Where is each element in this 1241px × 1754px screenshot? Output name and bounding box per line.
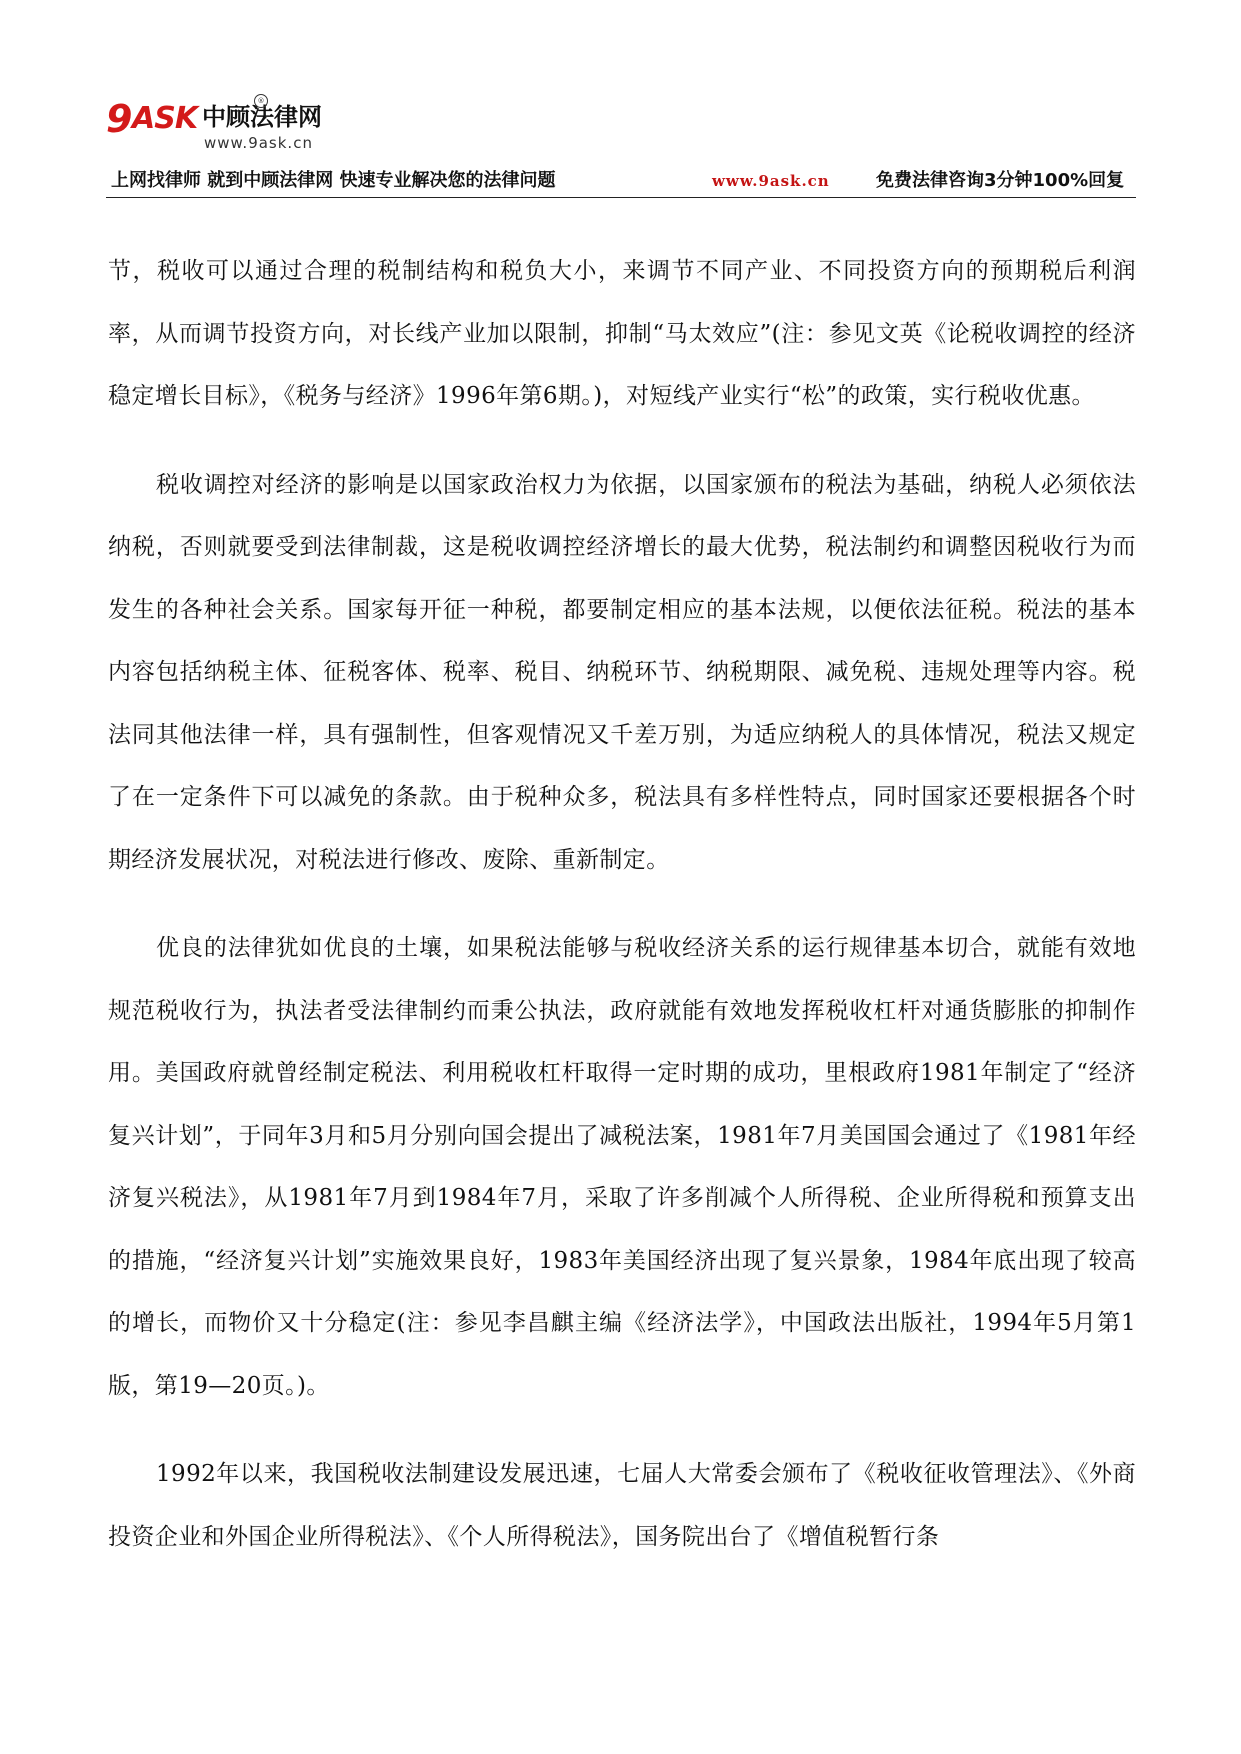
header-site-link[interactable]: www.9ask.cn (712, 172, 830, 190)
article-paragraph: 节，税收可以通过合理的税制结构和税负大小，来调节不同产业、不同投资方向的预期税后利润率，从而调节投资方向，对长线产业加以限制，抑制“马太效应”(注：参见文英《论税收调控的经济稳定增长目标》，《税务与经济》1996年第6期。)，对短线产业实行“松”的政策，实行税收优惠。 (108, 258, 1136, 409)
article-paragraph: 税收调控对经济的影响是以国家政治权力为依据，以国家颁布的税法为基础，纳税人必须依法纳税，否则就要受到法律制裁，这是税收调控经济增长的最大优势，税法制约和调整因税收行为而发生的各种社会关系。国家每开征一种税，都要制定相应的基本法规，以便依法征税。税法的基本内容包括纳税主体、征税客体、税率、税目、纳税环节、纳税期限、减免税、违规处理等内容。税法同其他法律一样，具有强制性，但客观情况又千差万别，为适应纳税人的具体情况，税法又规定了在一定条件下可以减免的条款。由于税种众多，税法具有多样性特点，同时国家还要根据各个时期经济发展状况，对税法进行修改、废除、重新制定。 (108, 471, 1136, 873)
article-body (108, 240, 1136, 1594)
logo-mark-nine: 9 (106, 97, 133, 141)
registered-trademark-icon: ® (254, 94, 268, 108)
header-slogan: 上网找律师 就到中顾法律网 快速专业解决您的法律问题 (111, 170, 556, 191)
article-paragraph: 优良的法律犹如优良的土壤，如果税法能够与税收经济关系的运行规律基本切合，就能有效地规范税收行为，执法者受法律制约而秉公执法，政府就能有效地发挥税收杠杆对通货膨胀的抑制作用。美国政府就曾经制定税法、利用税收杠杆取得一定时期的成功，里根政府1981年制定了“经济复兴计划”，于同年3月和5月分别向国会提出了减税法案，1981年7月美国国会通过了《1981年经济复兴税法》，从1981年7月到1984年7月，采取了许多削减个人所得税、企业所得税和预算支出的措施，“经济复兴计划”实施效果良好，1983年美国经济出现了复兴景象，1984年底出现了较高的增长，而物价又十分稳定(注：参见李昌麒主编《经济法学》，中国政法出版社，1994年5月第1版，第19—20页。)。 (108, 935, 1136, 1399)
logo-mark-ask: ASK (132, 101, 198, 136)
site-logo[interactable] (106, 92, 346, 160)
logo-url: www.9ask.cn (204, 134, 313, 152)
page-header (106, 92, 1136, 202)
header-consult-slogan: 免费法律咨询3分钟100%回复 (876, 170, 1125, 191)
header-divider (106, 197, 1136, 198)
logo-site-name: 中顾法律网 (202, 103, 322, 131)
article-paragraph: 1992年以来，我国税收法制建设发展迅速，七届人大常委会颁布了《税收征收管理法》、《外商投资企业和外国企业所得税法》、《个人所得税法》，国务院出台了《增值税暂行条 (108, 1461, 1136, 1550)
